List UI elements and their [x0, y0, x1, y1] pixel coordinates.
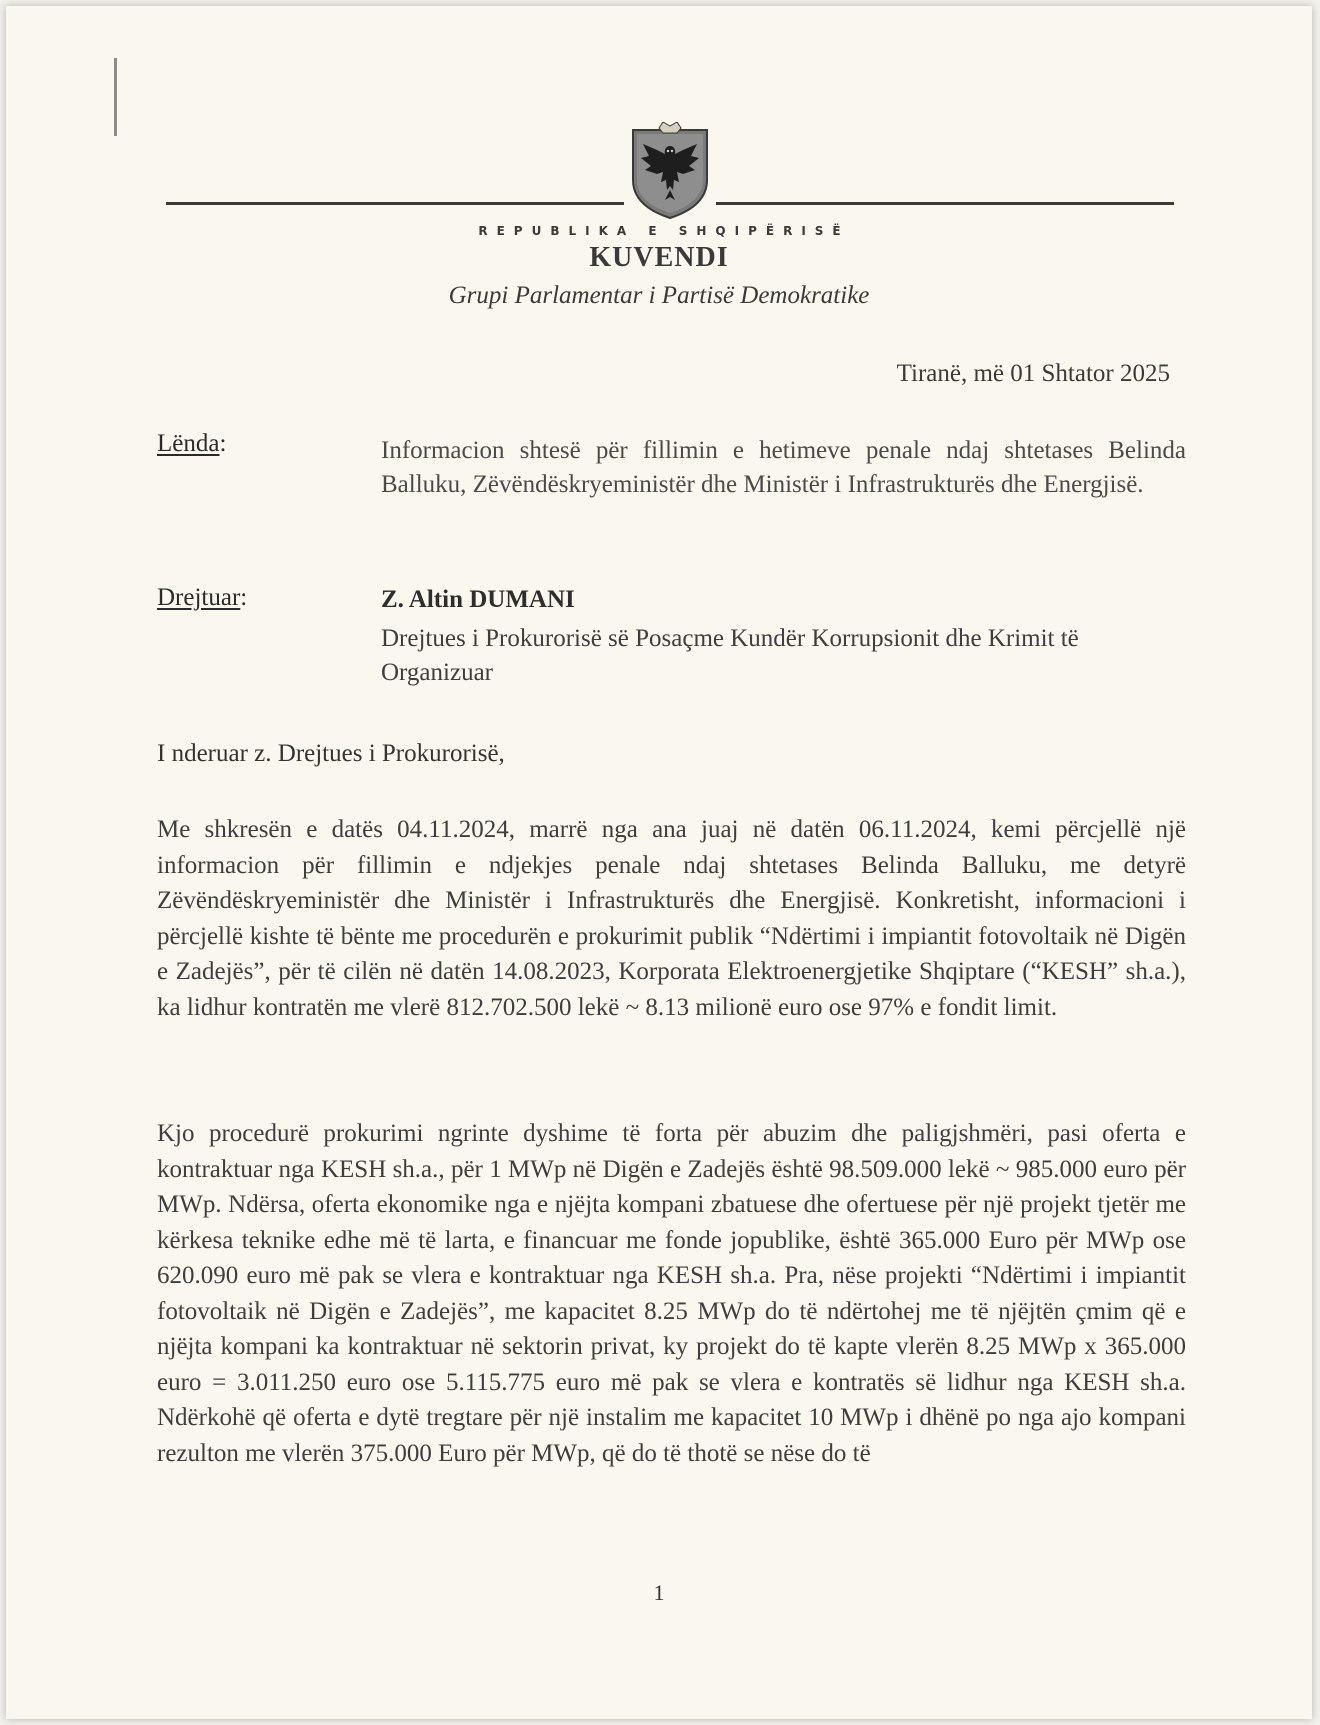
header-rule-right [716, 202, 1174, 205]
parliamentary-group-heading: Grupi Parlamentar i Partisë Demokratike [448, 282, 870, 309]
recipient-label: Drejtuar: [157, 584, 248, 611]
recipient-name: Z. Altin DUMANI [381, 586, 575, 613]
subject-label: Lënda: [157, 430, 227, 457]
institution-heading: KUVENDI [589, 242, 729, 273]
recipient-label-text: Drejtuar [157, 584, 241, 611]
document-page [6, 6, 1312, 1719]
salutation: I nderuar z. Drejtues i Prokurorisë, [157, 740, 505, 767]
recipient-title: Drejtues i Prokurorisë së Posaçme Kundër Korrupsionit dhe Krimit të Organizuar [381, 625, 1079, 686]
margin-mark [114, 58, 117, 136]
body-paragraph: Kjo procedurë prokurimi ngrinte dyshime të forta për abuzim dhe paligjshmëri, pasi oferta e kontraktuar nga KESH sh.a., për 1 MWp në Digën e Zadejës është 98.509.000 lekë ~ 985.000 euro për MWp. Ndërsa, oferta ekonomike nga e njëjta kompani zbatuese dhe ofertuese për një projekt tjetër me kërkesa teknike edhe më të larta, e financuar me fonde jopublike, është 365.000 Euro për MWp ose 620.090 euro më pak se vlera e kontraktuar nga KESH sh.a. Pra, nëse projekti “Ndërtimi i impiantit fotovoltaik në Digën e Zadejës”, me kapacitet 8.25 MWp do të ndërtohej me të njëjtën çmim që e njëjta kompani ka kontraktuar në sektorin privat, ky projekt do të kapte vlerën 8.25 MWp x 365.000 euro = 3.011.250 euro ose 5.115.775 euro më pak se vlera e kontratës së lidhur nga KESH sh.a. Ndërkohë që oferta e dytë tregtare për një instalim me kapacitet 10 MWp i dhënë po nga ajo kompani rezulton me vlerën 375.000 Euro për MWp, që do të thotë se nëse do të [157, 1120, 1186, 1467]
date-line: Tiranë, më 01 Shtator 2025 [896, 360, 1170, 387]
subject-label-text: Lënda [157, 430, 220, 457]
page-number: 1 [653, 1580, 665, 1605]
albanian-coat-of-arms-icon [625, 122, 715, 222]
header-rule-left [166, 202, 624, 205]
body-paragraph: Me shkresën e datës 04.11.2024, marrë nga ana juaj në datën 06.11.2024, kemi përcjellë një informacion për fillimin e ndjekjes penale ndaj shtetases Belinda Balluku, me detyrë Zëvëndëskryeministër dhe Ministër i Infrastrukturës dhe Energjisë. Konkretisht, informacioni i përcjellë kishte të bënte me procedurën e prokurimit publik “Ndërtimi i impiantit fotovoltaik në Digën e Zadejës”, për të cilën në datën 14.08.2023, Korporata Elektroenergjetike Shqiptare (“KESH” sh.a.), ka lidhur kontratën me vlerë 812.702.500 lekë ~ 8.13 milionë euro ose 97% e fondit limit. [157, 816, 1186, 1021]
subject-text: Informacion shtesë për fillimin e hetimeve penale ndaj shtetases Belinda Balluku, Zëvëndëskryeministër dhe Ministër i Infrastrukturës dhe Energjisë. [381, 437, 1186, 498]
republic-heading: REPUBLIKA E SHQIPËRISË [478, 224, 850, 238]
